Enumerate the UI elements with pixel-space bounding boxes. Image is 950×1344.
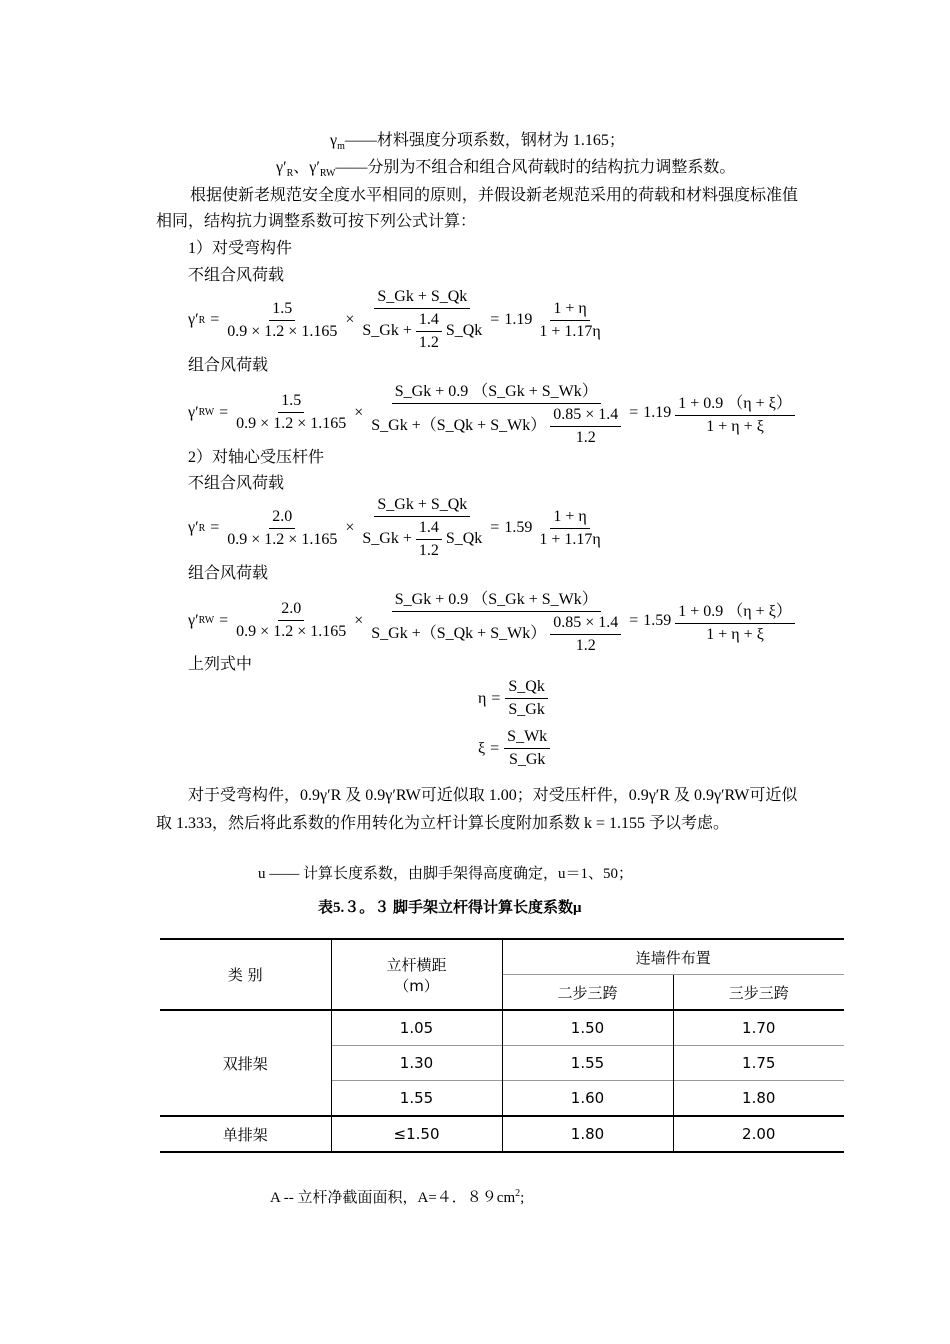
header-two-step: 二步三跨 [502,975,673,1011]
section-2-title: 2）对轴心受压杆件 [188,449,325,466]
header-three-step: 三步三跨 [673,975,844,1011]
value-cell: 1.50 [502,1010,673,1046]
equation-2-r: γ′ R = $\frac{2.0}{0.9 \times 1.2 \times 1.165}$ × S_Gk + S_Qk S_Gk + $\frac{1.4}{1.2}$ S_Qk = 1.59 $\frac{1 + \eta}{1 + 1.17\eta}$ [188,496,601,559]
spacing-cell: 1.30 [331,1046,502,1081]
value-cell: 1.80 [502,1116,673,1152]
xi-definition: ξ = $\frac{S\_Wk}{S\_Gk}$ [478,728,550,769]
intro-line-1: 根据使新老规范安全度水平相同的原则，并假设新老规范采用的荷载和材料强度标准值 [190,187,799,204]
intro-line-2: 相同，结构抗力调整系数可按下列公式计算： [156,213,477,230]
mu-note: u —— 计算长度系数，由脚手架得高度确定，u＝1、50； [258,866,634,882]
equation-2-rw: γ′ RW = $\frac{2.0}{0.9 \times 1.2 \times 1.165}$ × S_Gk + 0.9 （S_Gk + S_Wk） S_Gk +（S_Qk + S_Wk） $\frac{0.85 \times 1.4}{1.2}$ = 1.59 $\frac{1 + 0.9 (\eta + \xi)}{1 + \eta + \xi}$ [188,586,795,655]
header-category: 类 别 [160,939,331,1010]
conclusion-line-2: 取 1.333，然后将此系数的作用转化为立杆计算长度附加系数 k = 1.155 予以考虑。 [156,815,730,832]
section-2-no-wind-label: 不组合风荷载 [188,475,285,492]
value-cell: 1.70 [673,1010,844,1046]
table-row [160,1010,844,1046]
section-1-no-wind-label: 不组合风荷载 [188,267,285,284]
gamma-m-definition: $\gamma_m——$材料强度分项系数，钢材为 1.165； [330,132,625,153]
conclusion-line-1: 对于受弯构件，0.9γ′R 及 0.9γ′RW可近似取 1.00；对受压杆件，0.9γ′R 及 0.9γ′RW可近似 [188,787,798,804]
spacing-cell: 1.05 [331,1010,502,1046]
spacing-cell: 1.55 [331,1081,502,1117]
value-cell: 1.80 [673,1081,844,1117]
double-row-label: 双排架 [160,1010,331,1116]
header-layout: 连墙件布置 [502,939,844,975]
value-cell: 1.75 [673,1046,844,1081]
section-1-title: 1）对受弯构件 [188,240,293,257]
equation-1-r: γ′ R = $\frac{1.5}{0.9 \times 1.2 \times 1.165}$ × S_Gk + S_Qk S_Gk + $\frac{1.4}{1.2}$ S_Qk = 1.19 $\frac{1 + \eta}{1 + 1.17\eta}$ [188,288,601,351]
section-2-combined-wind-label: 组合风荷载 [188,565,269,582]
section-1-combined-wind-label: 组合风荷载 [188,357,269,374]
value-cell: 2.00 [673,1116,844,1152]
spacing-cell: ≤1.50 [331,1116,502,1152]
eta-definition: η = $\frac{S\_Qk}{S\_Gk}$ [478,678,548,719]
header-spacing: 立杆横距 （m） [331,939,502,1010]
value-cell: 1.55 [502,1046,673,1081]
value-cell: 1.60 [502,1081,673,1117]
definitions-label: 上列式中 [188,656,253,673]
table-row [160,1116,844,1152]
table-caption: 表5.３。３ 脚手架立杆得计算长度系数μ [318,900,582,916]
single-row-label: 单排架 [160,1116,331,1152]
length-coefficient-table [160,938,844,1153]
area-note: A -- 立杆净截面面积，A=４．$89cm^2$; [270,1188,525,1206]
gamma-r-definition: $\gamma'_R$、$\gamma'_{RW}——$分别为不组合和组合风荷载时的结构抗力调整系数。 [276,159,736,180]
equation-1-rw: γ′ RW = $\frac{1.5}{0.9 \times 1.2 \times 1.165}$ × S_Gk + 0.9 （S_Gk + S_Wk） S_Gk +（S_Qk + S_Wk） $\frac{0.85 \times 1.4}{1.2}$ = 1.19 $\frac{1 + 0.9 (\eta + \xi)}{1 + \eta + \xi}$ [188,378,795,447]
